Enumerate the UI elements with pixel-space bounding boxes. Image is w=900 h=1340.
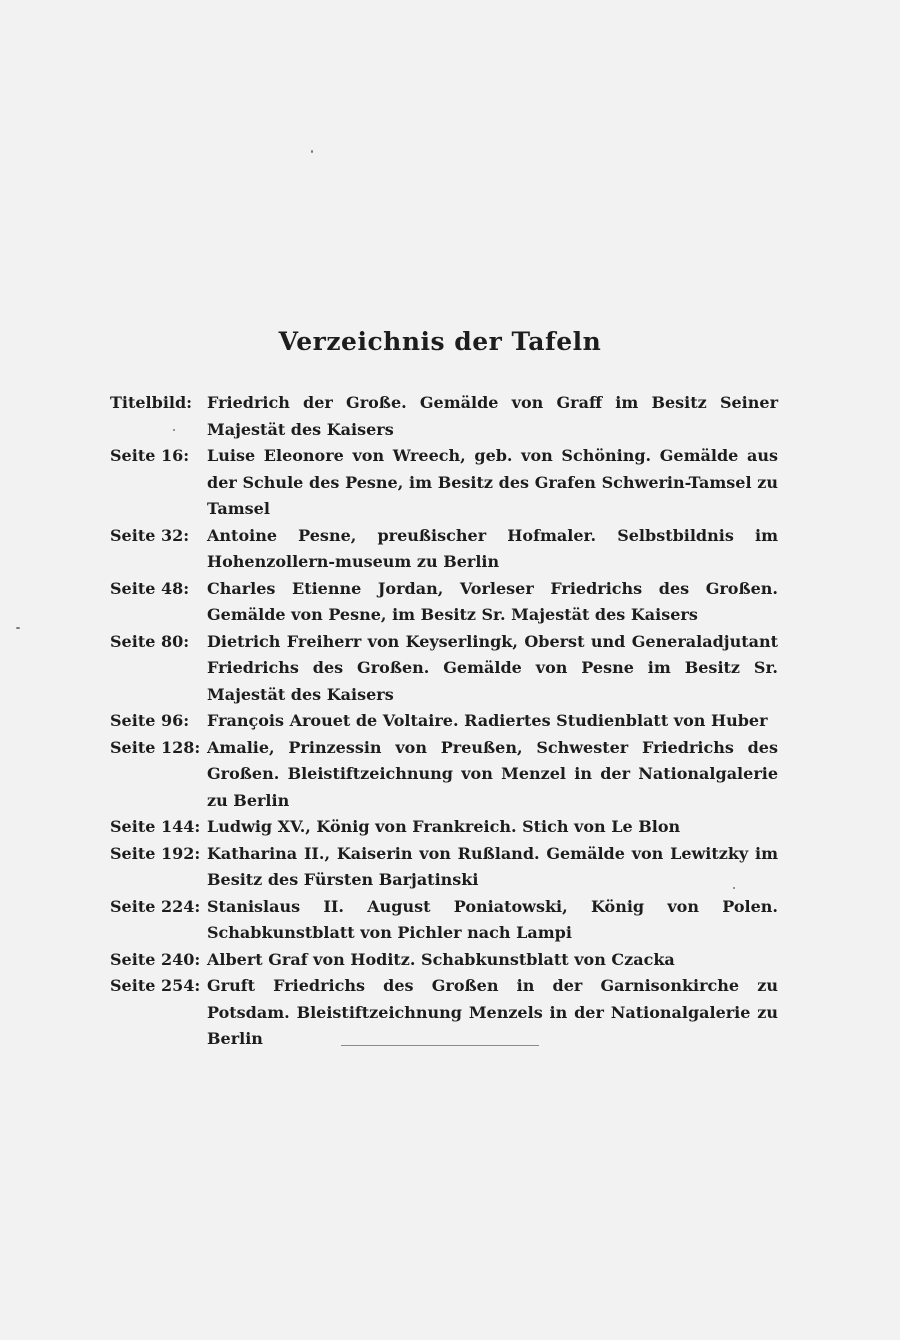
entry-label: Seite 254: [110,976,201,995]
paper-speck [311,150,313,153]
list-item [110,629,778,709]
entry-text: Albert Graf von Hoditz. Schabkunstblatt von Czacka [207,949,675,969]
list-item [110,443,778,523]
list-item [110,390,778,443]
entry-label: Seite 32: [110,525,190,545]
entry-text: Antoine Pesne, preußischer Hofmaler. Selbstbildnis im Hohenzollern-museum zu Berlin [207,525,778,571]
list-item [110,576,778,629]
entry-text: Amalie, Prinzessin von Preußen, Schwester Friedrichs des Großen. Bleistiftzeichnung von Menzel in der Nationalgalerie zu Berlin [207,737,778,810]
entry-label: Seite 80: [110,631,190,651]
entry-label: Seite 240: [110,949,201,969]
entry-text: Katharina II., Kaiserin von Rußland. Gemälde von Lewitzky im Besitz des Fürsten Barjatinski [207,843,778,889]
entry-label: Titelbild: [110,393,193,412]
entry-label: Seite 128: [110,737,201,757]
list-item [110,735,778,815]
list-item [110,523,778,576]
paper-speck [173,429,175,431]
entry-text: François Arouet de Voltaire. Radiertes Studienblatt von Huber [207,711,768,730]
entry-label: Seite 224: [110,896,201,916]
entry-text: Stanislaus II. August Poniatowski, König von Polen. Schabkunstblatt von Pichler nach Lampi [207,896,778,942]
entry-text: Dietrich Freiherr von Keyserlingk, Oberst und Generaladjutant Friedrichs des Großen. Gemälde von Pesne im Besitz Sr. Majestät des Kaisers [207,631,778,704]
paper-speck [733,887,735,889]
closing-divider [341,1045,539,1046]
paper-speck [16,627,20,629]
list-item [110,814,778,841]
plates-list [110,390,778,1053]
list-item [110,708,778,735]
list-item [110,973,778,1053]
entry-label: Seite 96: [110,711,190,730]
page-title: Verzeichnis der Tafeln [278,327,602,356]
entry-text: Gruft Friedrichs des Großen in der Garnisonkirche zu Potsdam. Bleistiftzeichnung Menzels in der Nationalgalerie zu Berlin [207,976,778,1048]
list-item [110,894,778,947]
entry-label: Seite 16: [110,446,190,465]
entry-text: Friedrich der Große. Gemälde von Graff im Besitz Seiner Majestät des Kaisers [207,393,778,439]
entry-label: Seite 144: [110,817,201,836]
entry-label: Seite 48: [110,578,190,598]
entry-label: Seite 192: [110,843,201,863]
entry-text: Ludwig XV., König von Frankreich. Stich von Le Blon [207,817,681,836]
entry-text: Charles Etienne Jordan, Vorleser Friedrichs des Großen. Gemälde von Pesne, im Besitz Sr. Majestät des Kaisers [207,578,778,624]
entry-text: Luise Eleonore von Wreech, geb. von Schöning. Gemälde aus der Schule des Pesne, im Besitz des Grafen Schwerin-Tamsel zu Tamsel [207,446,778,518]
list-item [110,841,778,894]
list-item [110,947,778,974]
